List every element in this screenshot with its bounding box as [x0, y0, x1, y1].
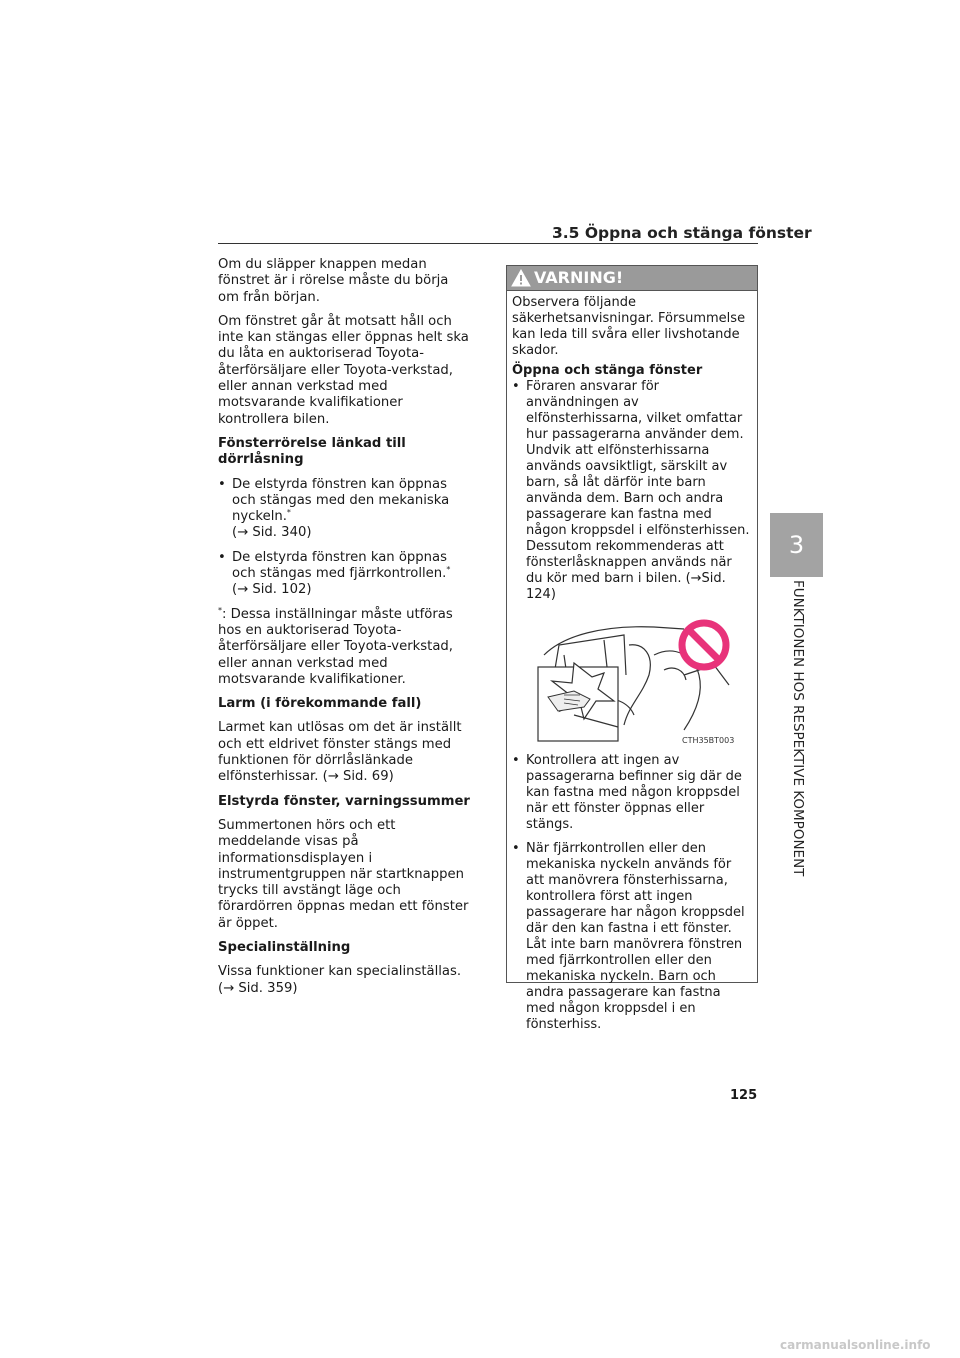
bullet-dot: •: [512, 753, 520, 768]
list-item-text: De elstyrda fönstren kan öppnas och stängas med den mekaniska nyckeln.: [232, 476, 450, 525]
warning-triangle-icon: [511, 269, 531, 287]
footnote-text: : Dessa inställningar måste utföras hos en auktoriserad Toyota-återförsäljare eller Toyota-verkstad, eller annan verkstad med motsvarande kvalifikationer.: [218, 606, 453, 687]
warning-intro: Observera följande säkerhetsanvisningar. Försummelse kan leda till svåra eller livshotande skador.: [512, 295, 746, 358]
page-reference[interactable]: (→ Sid. 340): [232, 525, 312, 541]
warning-list-item: [512, 841, 751, 1033]
footnote-star: *: [446, 565, 451, 575]
bullet-dot: •: [512, 841, 520, 856]
child-hand-in-window-illustration: [534, 615, 734, 743]
footnote: [218, 607, 473, 688]
chapter-tab[interactable]: 3: [770, 513, 823, 577]
bullet-dot: •: [512, 379, 520, 394]
bullet-dot: •: [218, 476, 226, 492]
warning-subheading: Öppna och stänga fönster: [512, 363, 703, 378]
paragraph: Om du släpper knappen medan fönstret är i rörelse måste du börja om från början.: [218, 257, 449, 305]
bullet-dot: •: [218, 549, 226, 565]
list-item: [218, 550, 473, 599]
warning-header: [507, 266, 757, 291]
header-rule: [218, 243, 758, 244]
warning-list-item: [512, 753, 751, 833]
image-code: CTH35BT003: [682, 736, 735, 745]
watermark: carmanualsonline.info: [780, 1338, 931, 1352]
page-number: 125: [730, 1088, 758, 1103]
paragraph: Larmet kan utlösas om det är inställt och ett eldrivet fönster stängs med funktionen för dörrlåslänkade elfönsterhissar. (→ Sid. 69): [218, 720, 462, 785]
car-window-illustration: [534, 615, 734, 743]
page-reference[interactable]: (→ Sid. 102): [232, 582, 312, 598]
subheading: Elstyrda fönster, varningssummer: [218, 793, 470, 809]
warning-list-item-text: Föraren ansvarar för användningen av elfönsterhissarna, vilket omfattar hur passagerarna använder dem. Undvik att elfönsterhissarna används oavsiktligt, särskilt av barn, så låt därför inte barn använda dem. Barn och andra passagerare kan fastna med någon kroppsdel i elfönsterhissen. Dessutom rekommenderas att fönsterlåsknappen används när du kör med barn i bilen. (→Sid. 124): [526, 379, 750, 602]
list-item-text: De elstyrda fönstren kan öppnas och stängas med fjärrkontrollen.: [232, 549, 447, 582]
warning-list-item-text: Kontrollera att ingen av passagerarna befinner sig där de kan fastna med någon kroppsdel när ett fönster öppnas eller stängs.: [526, 753, 742, 832]
list-item: [218, 477, 473, 542]
warning-body: [507, 291, 757, 1033]
subheading: Specialinställning: [218, 939, 351, 955]
warning-title: VARNING!: [534, 268, 624, 287]
paragraph: Vissa funktioner kan specialinställas. (→ Sid. 359): [218, 964, 462, 996]
warning-list-item-text: När fjärrkontrollen eller den mekaniska nyckeln används för att manövrera fönsterhissarna, kontrollera först att ingen passagerare har någon kroppsdel där den kan fastna i ett fönster. Låt inte barn manövrera fönstren med fjärrkontrollen eller den mekaniska nyckeln. Barn och andra passagerare kan fastna med någon kroppsdel i en fönsterhiss.: [526, 841, 745, 1032]
paragraph: Summertonen hörs och ett meddelande visas på informationsdisplayen i instrumentgruppen när startknappen trycks till avstängt läge och förardörren öppnas medan ett fönster är öppet.: [218, 817, 469, 931]
footnote-star: *: [218, 605, 222, 615]
footnote-star: *: [286, 508, 291, 518]
subheading: Larm (i förekommande fall): [218, 696, 422, 712]
paragraph: Om fönstret går åt motsatt håll och inte kan stängas eller öppnas helt ska du låta en auktoriserad Toyota-återförsäljare eller Toyota-verkstad, eller annan verkstad med motsvarande kvalifikationer kontrollera bilen.: [218, 313, 469, 427]
left-column: [218, 257, 473, 1005]
chapter-title: FUNKTIONEN HOS RESPEKTIVE KOMPONENT: [790, 580, 806, 877]
section-title: 3.5 Öppna och stänga fönster: [552, 224, 812, 242]
warning-box: [506, 265, 758, 1032]
subheading: Fönsterrörelse länkad till dörrlåsning: [218, 435, 406, 468]
warning-list-item: [512, 379, 751, 603]
